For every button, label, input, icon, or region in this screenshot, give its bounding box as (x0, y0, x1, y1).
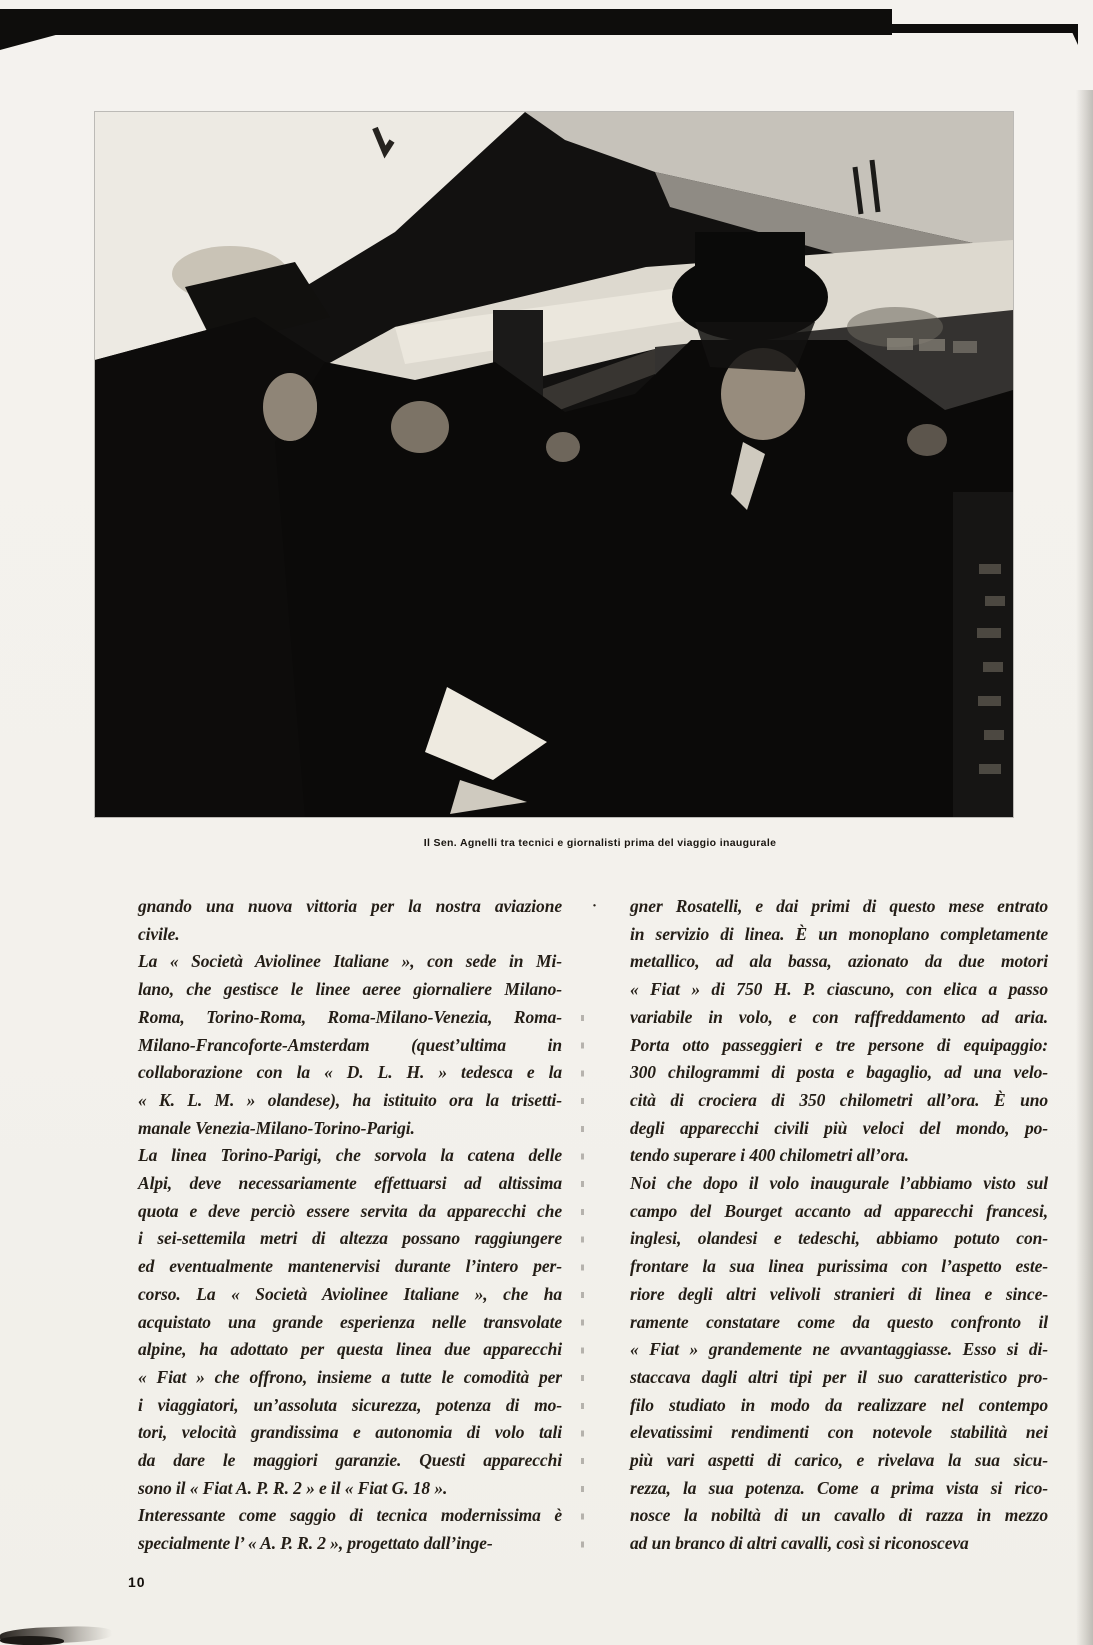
text-line: acquistato una grande esperienza nelle transvolate (138, 1311, 562, 1332)
text-line: Milano-Francoforte-Amsterdam (quest’ultima in (138, 1034, 562, 1055)
text-line: variabile in volo, e con raffreddamento ad aria. (630, 1006, 1048, 1027)
text-line: lano, che gestisce le linee aeree giornaliere Milano- (138, 979, 562, 1000)
text-line: « Fiat » grandemente ne avvantaggiasse. Esso si di- (630, 1339, 1048, 1360)
text-line: in servizio di linea. È un monoplano completamente (630, 923, 1048, 944)
text-line: « Fiat » di 750 H. P. ciascuno, con elica a passo (630, 979, 1048, 1000)
text-line: manale Venezia-Milano-Torino-Parigi. (138, 1117, 415, 1138)
text-line: elevatissimi rendimenti con notevole stabilità nei (630, 1422, 1048, 1443)
scan-edge-shading-right (1076, 90, 1093, 1645)
text-line: tendo superare i 400 chilometri all’ora. (630, 1145, 909, 1166)
page-number: 10 (128, 1574, 146, 1590)
text-line: tori, velocità grandissima e autonomia di volo tali (138, 1422, 562, 1443)
text-line: Noi che dopo il volo inaugurale l’abbiamo visto sul (630, 1173, 1048, 1194)
text-line: ed eventualmente mantenervisi durante l’intero per- (138, 1256, 562, 1277)
text-line: i sei-settemila metri di altezza possano raggiungere (138, 1228, 562, 1249)
text-line: ad un branco di altri cavalli, così si riconosceva (630, 1533, 969, 1554)
article-right-column (630, 893, 1048, 1558)
gutter-mark: · (592, 898, 598, 914)
text-line: più vari aspetti di carico, e rivelava la sua sicu- (630, 1450, 1048, 1471)
text-line: staccava dagli altri tipi per il suo caratteristico pro- (630, 1366, 1048, 1387)
text-line: metallico, ad ala bassa, azionato da due motori (630, 951, 1048, 972)
text-line: Roma, Torino-Roma, Roma-Milano-Venezia, Roma- (138, 1006, 562, 1027)
scan-smudge-bottom-left-core (0, 1636, 64, 1645)
text-line: ramente constatare come da questo confronto il (630, 1311, 1048, 1332)
text-line: inglesi, olandesi e tedeschi, abbiamo potuto con- (630, 1228, 1048, 1249)
text-line: frontare la sua linea purissima con l’aspetto este- (630, 1256, 1048, 1277)
text-line: collaborazione con la « D. L. H. » tedesca e la (138, 1062, 562, 1083)
scan-artifact-top-left-blob (0, 9, 58, 50)
text-line: sono il « Fiat A. P. R. 2 » e il « Fiat G. 18 ». (138, 1477, 448, 1498)
scan-artifact-top-bar (0, 9, 892, 35)
text-line: civile. (138, 923, 180, 944)
scan-fold-artifact (581, 1015, 584, 1560)
text-line: da dare le maggiori garanzie. Questi apparecchi (138, 1450, 562, 1471)
text-line: Alpi, deve necessariamente effettuarsi ad altissima (138, 1173, 562, 1194)
text-line: gnando una nuova vittoria per la nostra aviazione (138, 896, 562, 916)
text-line: Interessante come saggio di tecnica modernissima è (138, 1505, 562, 1526)
article-left-column (138, 893, 562, 1558)
text-line: alpine, ha adottato per questa linea due apparecchi (138, 1339, 562, 1360)
text-line: riore degli altri velivoli stranieri di linea e since- (630, 1283, 1048, 1304)
text-line: La « Società Aviolinee Italiane », con sede in Mi- (138, 951, 562, 972)
text-line: quota e deve perciò essere servita da apparecchi che (138, 1200, 562, 1221)
text-line: cità di crociera di 350 chilometri all’ora. È uno (630, 1089, 1048, 1110)
text-line: Porta otto passeggieri e tre persone di equipaggio: (630, 1034, 1048, 1055)
text-line: campo del Bourget accanto ad apparecchi francesi, (630, 1200, 1048, 1221)
text-line: corso. La « Società Aviolinee Italiane », che ha (138, 1283, 562, 1304)
photo-caption: Il Sen. Agnelli tra tecnici e giornalisti prima del viaggio inaugurale (423, 837, 777, 849)
text-line: rezza, la sua potenza. Come a prima vista si rico- (630, 1477, 1048, 1498)
text-line: filo studiato in modo da realizzare nel contempo (630, 1394, 1048, 1415)
text-line: i viaggiatori, un’assoluta sicurezza, potenza di mo- (138, 1394, 562, 1415)
scan-artifact-top-thin-line (892, 24, 1078, 33)
text-line: La linea Torino-Parigi, che sorvola la catena delle (138, 1145, 562, 1166)
text-line: specialmente l’ « A. P. R. 2 », progettato dall’inge- (138, 1533, 493, 1554)
text-line: degli apparecchi civili più veloci del mondo, po- (630, 1117, 1048, 1138)
text-line: 300 chilogrammi di posta e bagaglio, ad una velo- (630, 1062, 1048, 1083)
text-line: « Fiat » che offrono, insieme a tutte le comodità per (138, 1366, 562, 1387)
text-line: « K. L. M. » olandese), ha istituito ora la trisetti- (138, 1089, 562, 1110)
photo-agnelli-inaugural-flight (95, 112, 1013, 817)
text-line: nosce la nobiltà di un cavallo di razza in mezzo (630, 1505, 1048, 1526)
text-line: gner Rosatelli, e dai primi di questo mese entrato (630, 896, 1048, 916)
